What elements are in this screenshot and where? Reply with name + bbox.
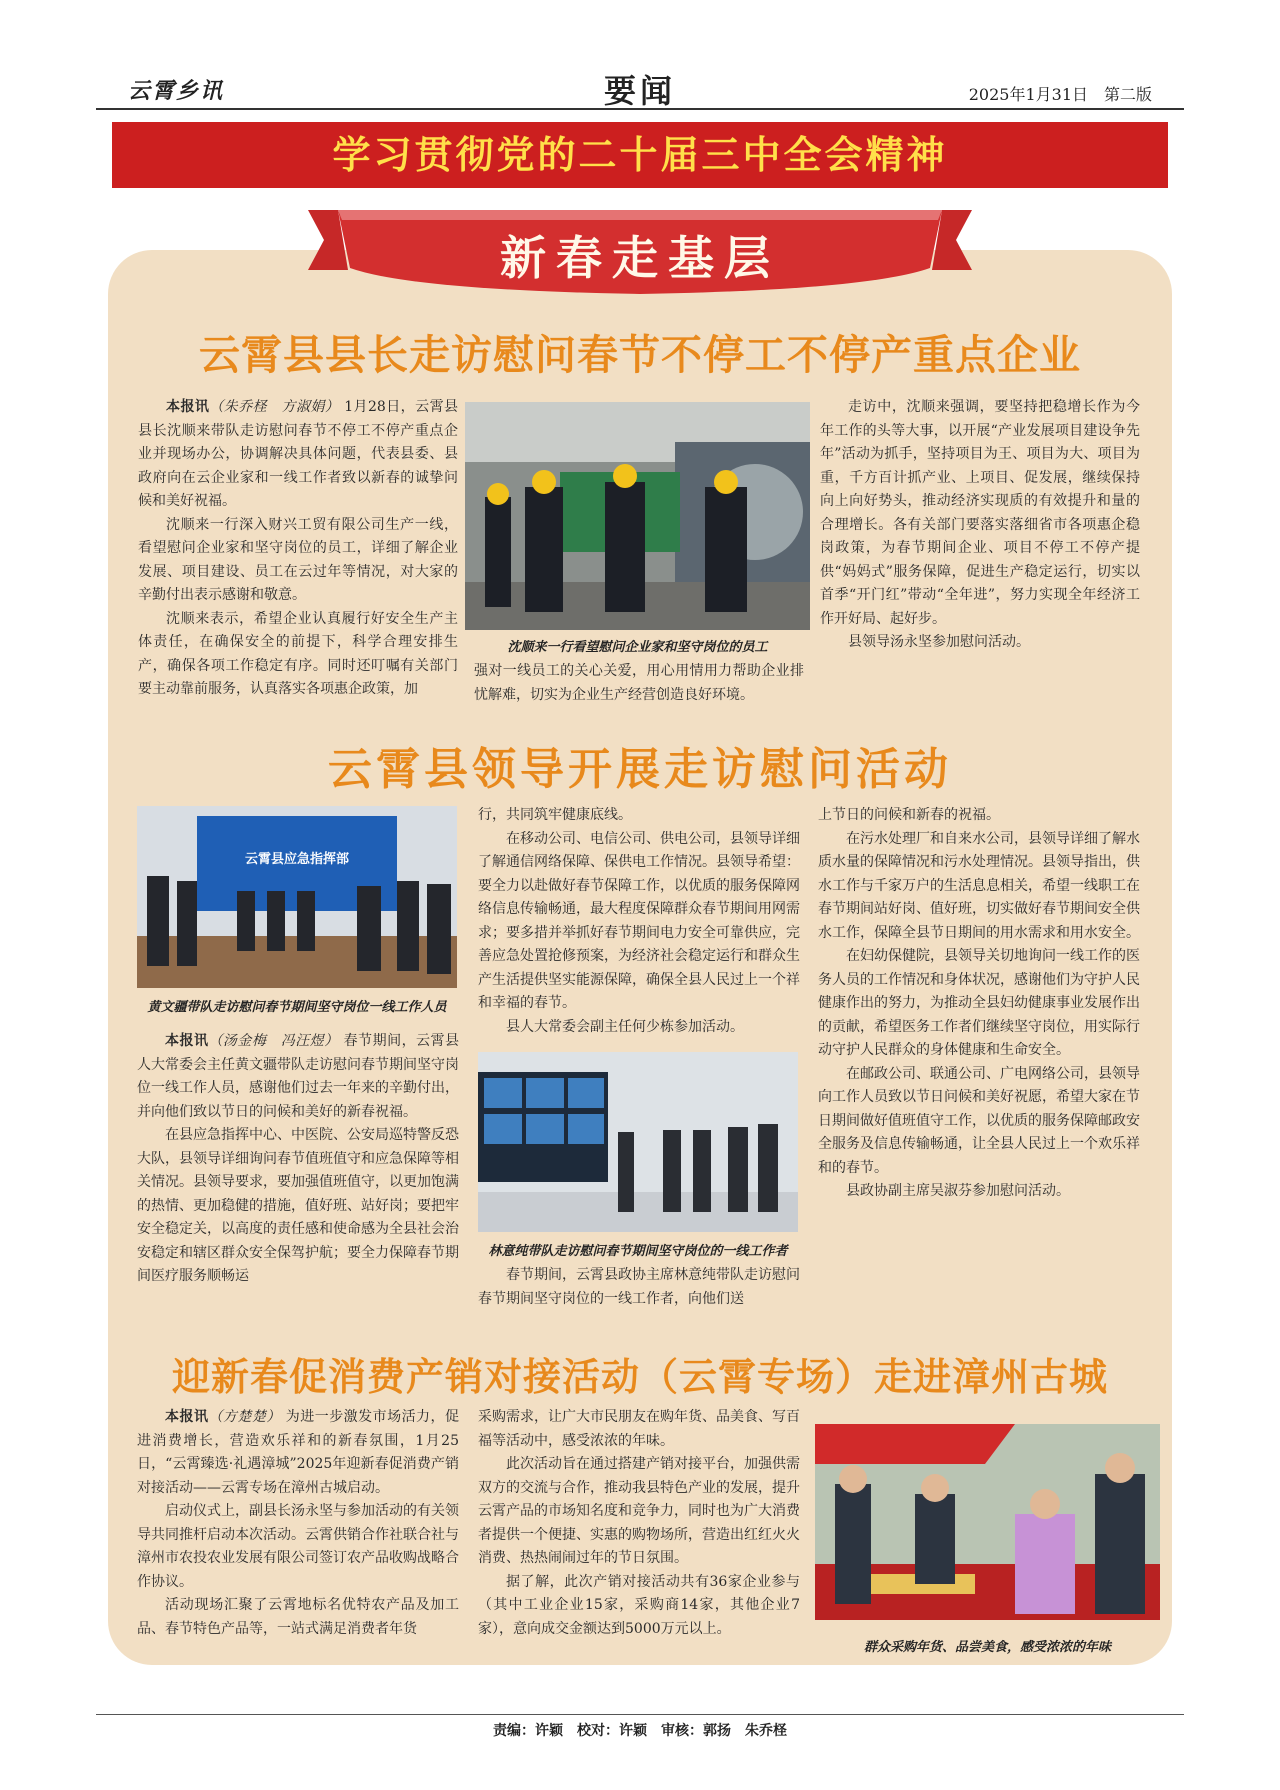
article2-col1 — [137, 1030, 459, 1289]
factory-visit-image — [465, 402, 810, 630]
article2-photo1 — [137, 806, 457, 988]
editor-credits: 责编：许颖 校对：许颖 审核：郭扬 朱乔柽 — [493, 1723, 787, 1739]
paragraph: 县人大常委会副主任何少栋参加活动。 — [506, 1018, 744, 1035]
article2-headline: 云霄县领导开展走访慰问活动 — [328, 744, 952, 795]
article1-col2 — [474, 660, 804, 707]
article1-col1 — [138, 396, 458, 702]
article2-col3 — [818, 804, 1140, 1204]
sign-text: 云霄县应急指挥部 — [244, 852, 349, 867]
article1-photo — [465, 402, 810, 630]
article2-photo2-caption: 林意纯带队走访慰问春节期间坚守岗位的一线工作者 — [488, 1244, 788, 1259]
lead-label: 本报讯 — [165, 1033, 209, 1049]
date-edition: 2025年1月31日 第二版 — [968, 85, 1152, 104]
byline: （汤金梅 冯汪煜） — [208, 1033, 339, 1049]
newspaper-name: 云霄乡讯 — [128, 78, 225, 104]
paragraph: 春节期间，云霄县政协主席林意纯带队走访慰问春节期间坚守岗位的一线工作者，向他们送 — [478, 1267, 800, 1307]
byline: （方楚楚） — [208, 1409, 281, 1425]
paragraph: 在污水处理厂和自来水公司，县领导详细了解水质水量的保障情况和污水处理情况。县领导指出，供水工作与千家万户的生活息息相关，希望一线职工在春节期间站好岗、值好班，切实做好春节期间安全供水工作，保障全县节日期间的用水需求和用水安全。 — [818, 830, 1140, 941]
paragraph: 县领导汤永坚参加慰问活动。 — [848, 634, 1030, 650]
article1-photo-caption: 沈顺来一行看望慰问企业家和坚守岗位的员工 — [507, 640, 768, 655]
control-room-image — [478, 1052, 798, 1232]
paragraph: 启动仪式上，副县长汤永坚与参加活动的有关领导共同推杆启动本次活动。云霄供销合作社联合社与漳州市农投农业发展有限公司签订农产品收购战略合作协议。 — [137, 1503, 459, 1590]
paragraph: 在移动公司、电信公司、供电公司，县领导详细了解通信网络保障、保供电工作情况。县领导希望：要全力以赴做好春节保障工作，以优质的服务保障网络信息传输畅通，最大程度保障群众春节期间用网需求；要多措并举抓好春节期间电力安全可靠供应，完善应急处置抢修预案，为经济社会稳定运行和群众生产生活提供坚实能源保障，确保全县人民过上一个祥和幸福的春节。 — [478, 830, 800, 1011]
article2-col2b — [478, 1264, 800, 1311]
paragraph: 强对一线员工的关心关爱，用心用情用力帮助企业排忧解难，切实为企业生产经营创造良好环境。 — [474, 663, 804, 703]
lead-label: 本报讯 — [166, 399, 210, 415]
lead-label: 本报讯 — [165, 1409, 209, 1425]
paragraph: 1月28日，云霄县县长沈顺来带队走访慰问春节不停工不停产重点企业并现场办公，协调解决具体问题，代表县委、县政府向在云企业家和一线工作者致以新春的诚挚问候和美好祝福。 — [138, 399, 459, 509]
paragraph: 活动现场汇聚了云霄地标名优特农产品及加工品、春节特色产品等，一站式满足消费者年货 — [137, 1597, 459, 1637]
paragraph: 沈顺来表示，希望企业认真履行好安全生产主体责任，在确保安全的前提下，科学合理安排生产，确保各项工作稳定有序。同时还叮嘱有关部门要主动靠前服务，认真落实各项惠企政策，加 — [138, 610, 458, 697]
command-center-image — [137, 806, 457, 988]
article3-photo-caption: 群众采购年货、品尝美食，感受浓浓的年味 — [863, 1640, 1111, 1655]
paragraph: 在邮政公司、联通公司、广电网络公司，县领导向工作人员致以节日问候和美好祝愿，希望大家在节日期间做好值班值守工作，以优质的服务保障邮政安全服务及信息传输畅通，让全县人民过上一个欢乐祥和的春节。 — [818, 1065, 1140, 1176]
article3-photo — [815, 1424, 1160, 1620]
article2-photo1-caption: 黄文疆带队走访慰问春节期间坚守岗位一线工作人员 — [147, 1000, 447, 1015]
ribbon-title: 新春走基层 — [500, 231, 780, 285]
article3-headline: 迎新春促消费产销对接活动（云霄专场）走进漳州古城 — [171, 1355, 1108, 1399]
article1-headline: 云霄县县长走访慰问春节不停工不停产重点企业 — [199, 331, 1081, 379]
market-image — [815, 1424, 1160, 1620]
byline: （朱乔柽 方淑娟） — [209, 399, 340, 415]
paragraph: 为进一步激发市场活力，促进消费增长，营造欢乐祥和的新春氛围，1月25日，“云霄臻选·礼遇漳城”2025年迎新春促消费产销对接活动——云霄专场在漳州古城启动。 — [137, 1409, 460, 1496]
paragraph: 沈顺来一行深入财兴工贸有限公司生产一线，看望慰问企业家和坚守岗位的员工，详细了解企业发展、项目建设、员工在云过年等情况，对大家的辛勤付出表示感谢和敬意。 — [138, 516, 458, 603]
theme-banner: 学习贯彻党的二十届三中全会精神 — [112, 122, 1168, 188]
section-title: 要闻 — [603, 72, 676, 110]
paragraph: 行，共同筑牢健康底线。 — [478, 807, 632, 823]
paragraph: 县政协副主席吴淑芬参加慰问活动。 — [846, 1183, 1070, 1199]
paragraph: 此次活动旨在通过搭建产销对接平台，加强供需双方的交流与合作，推动我县特色产业的发展，提升云霄产品的市场知名度和竞争力，同时也为广大消费者提供一个便捷、实惠的购物场所，营造出红红火火消费、热热闹闹过年的节日氛围。 — [478, 1456, 800, 1566]
paragraph: 在县应急指挥中心、中医院、公安局巡特警反恐大队，县领导详细询问春节值班值守和应急保障等相关情况。县领导要求，要加强值班值守，以更加饱满的热情、更加稳健的措施，值好班、站好岗；要把牢安全稳定关，以高度的责任感和使命感为全县社会治安稳定和辖区群众安全保驾护航；要全力保障春节期间医疗服务顺畅运 — [137, 1127, 459, 1284]
paragraph: 上节日的问候和新春的祝福。 — [818, 807, 1000, 823]
paragraph: 采购需求，让广大市民朋友在购年货、品美食、写百福等活动中，感受浓浓的年味。 — [478, 1409, 800, 1449]
header-rule — [96, 108, 1184, 110]
article1-col3 — [820, 396, 1140, 655]
article2-photo2 — [478, 1052, 798, 1232]
article2-col2 — [478, 804, 800, 1039]
paragraph: 走访中，沈顺来强调，要坚持把稳增长作为今年工作的头等大事，以开展“产业发展项目建设争先年”活动为抓手，坚持项目为王、项目为大、项目为重，千方百计抓产业、上项目、促发展，继续保持向上向好势头，推动经济实现质的有效提升和量的合理增长。各有关部门要落实落细省市各项惠企稳岗政策，为春节期间企业、项目不停工不停产提供“妈妈式”服务保障，促进生产稳定运行，切实以首季“开门红”带动“全年进”，努力实现全年经济工作开好局、起好步。 — [820, 399, 1140, 627]
paragraph: 据了解，此次产销对接活动共有36家企业参与（其中工业企业15家，采购商14家，其他企业7家），意向成交金额达到5000万元以上。 — [478, 1573, 800, 1637]
article3-col2 — [478, 1406, 800, 1641]
article3-col1 — [137, 1406, 459, 1641]
footer-rule — [96, 1714, 1184, 1715]
paragraph: 在妇幼保健院，县领导关切地询问一线工作的医务人员的工作情况和身体状况，感谢他们为守护人民健康作出的努力，为推动全县妇幼健康事业发展作出的贡献，希望医务工作者们继续坚守岗位，用实际行动守护人民群众的身体健康和生命安全。 — [818, 948, 1140, 1058]
paragraph: 春节期间，云霄县人大常委会主任黄文疆带队走访慰问春节期间坚守岗位一线工作人员，感谢他们过去一年来的辛勤付出，并向他们致以节日的问候和美好的新春祝福。 — [137, 1033, 460, 1120]
